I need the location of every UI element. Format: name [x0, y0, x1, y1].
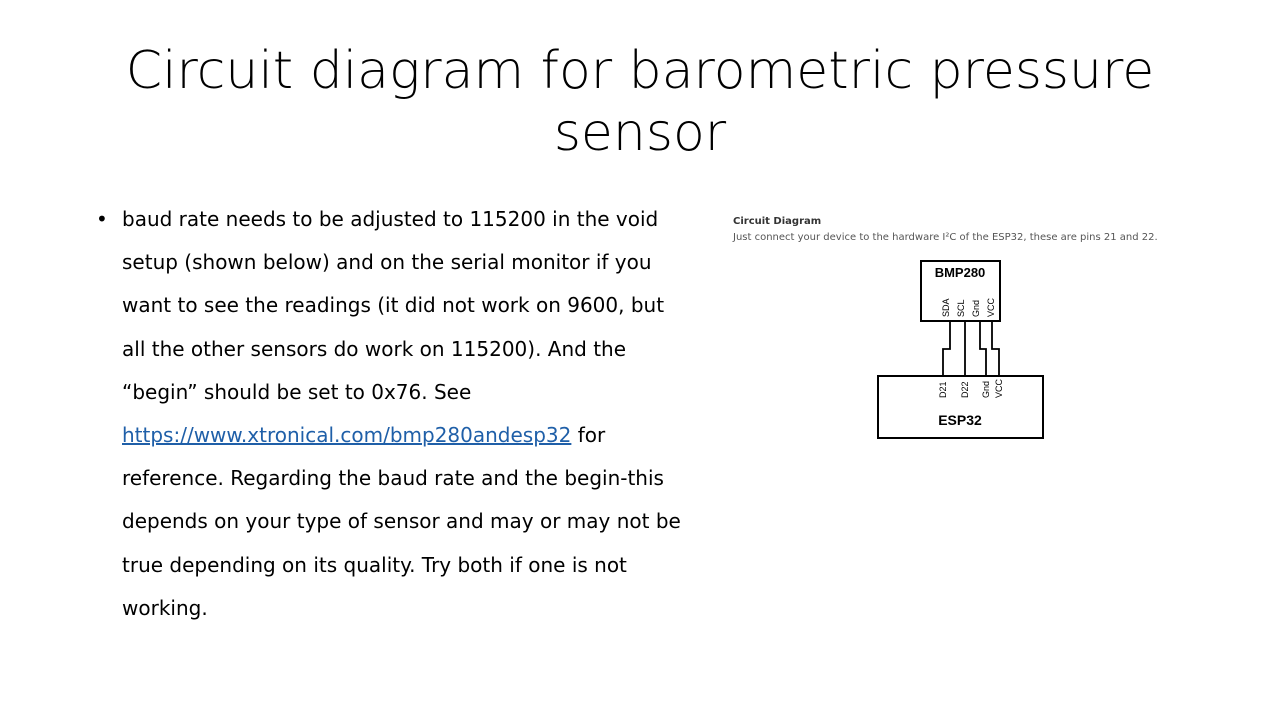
sensor-pin-vcc: VCC: [986, 297, 996, 317]
circuit-schematic: [730, 212, 1150, 452]
circuit-diagram-image: [730, 212, 1158, 452]
bmp280-label: BMP280: [934, 265, 986, 280]
body-text-before-link: baud rate needs to be adjusted to 115200 in the void setup (shown below) and on the serial monitor if you want to see the readings (it did not work on 9600, but all the other sensors do work on 115200). And the “begin” should be set to 0x76. See: [122, 207, 665, 404]
diagram-subheading: Just connect your device to the hardware I²C of the ESP32, these are pins 21 and 22.: [733, 232, 1158, 243]
sensor-pin-sda: SDA: [941, 298, 951, 317]
bullet-icon: •: [96, 207, 108, 231]
reference-link[interactable]: https://www.xtronical.com/bmp280andesp32: [122, 423, 572, 448]
wire-sda-d21: [943, 321, 950, 376]
sensor-pin-gnd: Gnd: [971, 299, 981, 317]
wire-gnd-gnd: [980, 321, 986, 376]
board-pin-vcc: VCC: [994, 378, 1004, 398]
board-pin-gnd: Gnd: [981, 380, 991, 398]
wire-vcc-vcc: [992, 321, 999, 376]
bullet-item: [96, 198, 686, 630]
sensor-pin-scl: SCL: [956, 299, 966, 317]
esp32-label: ESP32: [938, 412, 982, 428]
board-pin-d22: D22: [960, 381, 970, 398]
slide-body: [96, 198, 686, 630]
board-pin-d21: D21: [938, 381, 948, 398]
slide-title: Circuit diagram for barometric pressure sensor: [125, 41, 1155, 163]
diagram-heading: Circuit Diagram: [733, 216, 822, 227]
body-text-after-link: for reference. Regarding the baud rate and the begin-this depends on your type of sensor and may or may not be true depending on its quality. Try both if one is not working.: [122, 423, 681, 620]
bullet-paragraph: [122, 198, 686, 630]
